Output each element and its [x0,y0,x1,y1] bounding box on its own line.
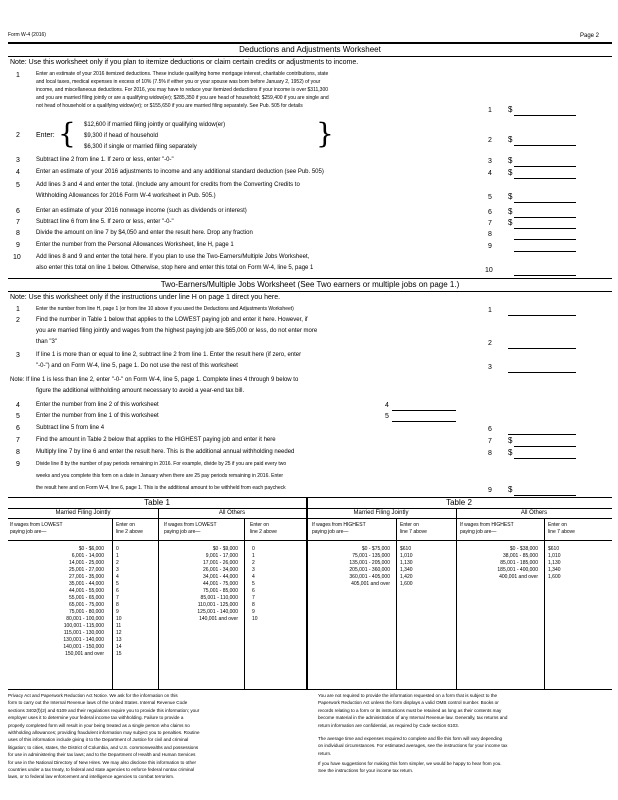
dollar-icon: $ [508,448,513,457]
daw-line-10-num: 10 [13,254,21,261]
t1-mfj-enter-head: Enter on line 2 above [116,522,143,535]
top-rule [8,42,612,44]
privacy-right-2: The average time and expenses required to complete and file this form will vary depending on individual circumstances. For estimated averages, see the instructions for your income tax return. [318,736,508,756]
t1-oth-wages [164,546,238,623]
tew-line-4-box-num: 4 [385,402,389,409]
t2-mid [456,508,457,689]
daw-answer-4[interactable] [514,178,576,179]
daw-ans-9-num: 9 [488,243,492,250]
table-cell: 6 [252,588,255,594]
page-number: Page 2 [580,33,600,39]
tew-ans-6-num: 6 [488,426,492,433]
table-cell: 5 [252,581,255,587]
table-cell: 14,001 - 25,000 [68,560,104,566]
daw-answer-9[interactable] [514,251,576,252]
table-cell: 1 [252,553,255,559]
table-cell: 0 [116,546,119,552]
table-cell: 17,001 - 26,000 [202,560,238,566]
tew-line-4: Enter the number from line 2 of this worksheet [36,402,159,408]
tew-line-7-num: 7 [16,437,20,444]
table-cell: 135,001 - 205,000 [349,560,390,566]
table-cell: 15 [116,651,122,657]
tew-line-9-num: 9 [16,461,20,468]
t2-oth-enter-head: Enter on line 7 above [548,522,575,535]
form-id: Form W-4 (2016) [8,32,46,38]
table-cell: 1,130 [548,560,561,566]
dollar-icon: $ [508,105,513,114]
brace-open-icon: { [58,117,76,150]
tew-answer-8[interactable] [514,458,576,459]
daw-ans-4-num: 4 [488,170,492,177]
tables-title-rule [8,508,612,509]
daw-answer-8[interactable] [514,239,576,240]
table-cell: 1,010 [548,553,561,559]
table-cell: 115,001 - 130,000 [63,630,104,636]
t1-mfj-wages [14,546,104,658]
daw-line-1-a: Enter an estimate of your 2016 itemized deductions. These include qualifying home mortgage interest, charitable contributions, state [36,71,329,77]
daw-ans-6-num: 6 [488,209,492,216]
daw-line-6-num: 6 [16,208,20,215]
daw-line-1-num: 1 [16,72,20,79]
table-cell: 3 [252,567,255,573]
table-cell: 1,420 [400,574,413,580]
table-cell: 75,001 - 80,000 [68,609,104,615]
daw-line-6: Enter an estimate of your 2016 nonwage income (such as dividends or interest) [36,208,247,214]
tables-head-bottom-rule [8,540,612,541]
tew-title: Two-Earners/Multiple Jobs Worksheet (See Two earners or multiple jobs on page 1.) [160,280,460,289]
tew-line-2-c: than "3" [36,339,57,345]
daw-line-8-num: 8 [16,230,20,237]
table-cell: 1,340 [400,567,413,573]
daw-answer-1[interactable] [514,115,576,116]
table-cell: $0 - $75,000 [361,546,390,552]
tew-answer-6[interactable] [508,434,576,435]
t2-mfj-wages-head: If wages from HIGHEST paying job are— [312,522,366,535]
daw-line-2-mfj: $12,600 if married filing jointly or qualifying widow(er) [84,122,226,128]
tables-top-rule [8,497,612,498]
daw-line-2-single: $6,300 if single or married filing separately [84,144,197,150]
table-cell: 110,001 - 125,000 [197,602,238,608]
t2-mfj-col-rule [396,518,397,689]
t1-oth-col-rule [244,518,245,689]
dollar-icon: $ [508,436,513,445]
dollar-icon: $ [508,207,513,216]
dollar-icon: $ [508,485,513,494]
daw-line-5-num: 5 [16,182,20,189]
daw-line-3-num: 3 [16,157,20,164]
table-cell: 185,001 - 400,000 [497,567,538,573]
table-cell: 26,001 - 34,000 [202,567,238,573]
table-cell: 400,001 and over [499,574,538,580]
tew-line-5-box-num: 5 [385,413,389,420]
brace-close-icon: } [316,117,334,150]
daw-line-4: Enter an estimate of your 2016 adjustments to income and any additional standard deduction (see Pub. 505) [36,169,324,175]
tew-line-6-num: 6 [16,425,20,432]
daw-note: Note: Use this worksheet only if you plan to itemize deductions or claim certain credits or adjustments to income. [10,59,359,66]
tew-line-3-a: If line 1 is more than or equal to line 2, subtract line 2 from line 1. Enter the result here (if zero, enter [36,352,302,358]
table-cell: 1,130 [400,560,413,566]
daw-ans-5-num: 5 [488,194,492,201]
daw-line-1-b: and local taxes, medical expenses in excess of 10% (7.5% if either you or your spouse was born before January 2, 1952) of your [36,79,321,85]
tew-line-3-b: "-0-") and on Form W-4, line 5, page 1. Do not use the rest of this worksheet [36,363,238,369]
table-cell: 44,001 - 55,000 [68,588,104,594]
table-cell: 4 [252,574,255,580]
table-cell: 80,001 - 100,000 [66,616,104,622]
t1-mfj-wages-head: If wages from LOWEST paying job are— [10,522,63,535]
daw-answer-10[interactable] [514,275,576,276]
daw-line-9: Enter the number from the Personal Allowances Worksheet, line H, page 1 [36,242,234,248]
dollar-icon: $ [508,192,513,201]
table-cell: 10 [252,616,258,622]
t1-mfj-enter [116,546,122,658]
tew-line-9-b: weeks and you complete this form on a date in January when there are 25 pay periods remaining in 2016. Enter [36,473,284,479]
tew-ans-7-num: 7 [488,438,492,445]
daw-answer-6[interactable] [514,217,576,218]
table-cell: 25,001 - 27,000 [68,567,104,573]
table-cell: $610 [400,546,412,552]
daw-ans-7-num: 7 [488,220,492,227]
table-cell: 5 [116,581,119,587]
table-cell: 7 [252,595,255,601]
tables-divider [306,497,308,689]
table-cell: 11 [116,623,122,629]
privacy-right-1: You are not required to provide the information requested on a form that is subject to the Paperwork Reduction Act unless the form displays a valid OMB control number. Books or records relating to a form or its instructions must be retained as long as their contents may become material in the administration of any Internal Revenue law. Generally, tax returns and return information are confidential, as required by Code section 6103. [318,693,508,728]
tew-line-5-num: 5 [16,413,20,420]
daw-ans-3-num: 3 [488,158,492,165]
table-cell: 44,001 - 75,000 [202,581,238,587]
tew-title-rule [8,291,612,292]
dollar-icon: $ [508,156,513,165]
daw-line-9-num: 9 [16,242,20,249]
table-cell: 85,001 - 110,000 [200,595,238,601]
table-cell: $0 - $9,000 [212,546,238,552]
dollar-icon: $ [508,135,513,144]
tables-bottom-rule [8,689,612,690]
dollar-icon: $ [508,168,513,177]
table-cell: 14 [116,644,122,650]
tew-line-4-num: 4 [16,402,20,409]
tew-note: Note: Use this worksheet only if the instructions under line H on page 1 direct you here. [10,294,281,301]
daw-line-7-num: 7 [16,219,20,226]
dollar-icon: $ [508,218,513,227]
daw-ans-2-num: 2 [488,137,492,144]
table-cell: 360,001 - 405,000 [349,574,390,580]
daw-line-5-b: Withholding Allowances for 2016 Form W-4 worksheet in Pub. 505.) [36,193,216,199]
daw-ans-1-num: 1 [488,107,492,114]
table-cell: 10 [116,616,122,622]
tew-line-1: Enter the number from line H, page 1 (or from line 10 above if you used the Deductions and Adjustments Worksheet) [36,306,294,312]
tew-ans-9-num: 9 [488,487,492,494]
tew-answer-3[interactable] [508,372,576,373]
tew-ans-1-num: 1 [488,307,492,314]
table-cell: 38,001 - 85,000 [502,553,538,559]
tew-line-2-a: Find the number in Table 1 below that applies to the LOWEST paying job and enter it here. However, if [36,317,308,323]
daw-answer-3[interactable] [514,166,576,167]
table-cell: 75,001 - 85,000 [202,588,238,594]
table-cell: 0 [252,546,255,552]
table-cell: 7 [116,595,119,601]
privacy-right-3: If you have suggestions for making this form simpler, we would be happy to hear from you. See the instructions for your income tax return. [318,761,502,774]
table-cell: 2 [252,560,255,566]
tew-line-7: Find the amount in Table 2 below that applies to the HIGHEST paying job and enter it here [36,437,276,443]
daw-line-5-a: Add lines 3 and 4 and enter the total. (Include any amount for credits from the Converting Credits to [36,182,300,188]
table-cell: 9 [116,609,119,615]
tew-note-2-b: figure the additional withholding amount necessary to avoid a year-end tax bill. [36,388,245,394]
daw-answer-2[interactable] [514,145,576,146]
table-cell: 35,001 - 44,000 [68,581,104,587]
table-2-title: Table 2 [446,498,472,507]
t2-mfj-wages [310,546,390,588]
daw-answer-5[interactable] [514,202,576,203]
tew-line-6: Subtract line 5 from line 4 [36,425,105,431]
daw-line-7: Subtract line 6 from line 5. If zero or less, enter "-0-" [36,219,174,225]
t2-mfj-enter [400,546,413,588]
daw-line-1-e: not head of household or a qualifying widow(er); or $155,650 if you are married filing separately. See Pub. 505 for details [36,103,303,109]
table-cell: 9 [252,609,255,615]
tew-line-9-a: Divide line 8 by the number of pay periods remaining in 2016. For example, divide by 25 if you are paid every two [36,461,287,467]
t2-mfj-enter-head: Enter on line 7 above [400,522,427,535]
t2-oth-col-rule [544,518,545,689]
daw-line-2-num: 2 [16,132,20,139]
table-cell: 2 [116,560,119,566]
daw-line-8: Divide the amount on line 7 by $4,050 and enter the result here. Drop any fraction [36,230,253,236]
table-cell: 140,001 - 150,000 [63,644,104,650]
table-cell: 4 [116,574,119,580]
daw-line-10-b: also enter this total on line 1 below. Otherwise, stop here and enter this total on Form W-4, line 5, page 1 [36,265,314,271]
tew-ans-8-num: 8 [488,450,492,457]
tew-answer-2[interactable] [508,348,576,349]
tew-top-rule [8,278,612,279]
tew-ans-2-num: 2 [488,340,492,347]
t2-oth-wages [460,546,538,581]
t1-mfj-col-rule [112,518,113,689]
table-cell: 65,001 - 75,000 [68,602,104,608]
table-cell: 8 [252,602,255,608]
table-cell: 13 [116,637,122,643]
t2-oth-enter [548,546,561,581]
table-1-all-head: All Others [218,510,246,516]
table-cell: 125,001 - 140,000 [197,609,238,615]
tew-answer-4[interactable] [392,410,456,411]
daw-ans-10-num: 10 [485,267,493,274]
daw-line-1-c: income, and miscellaneous deductions. For 2016, you may have to reduce your itemized deductions if your income is over $311,300 [36,87,329,93]
table-cell: 205,001 - 360,000 [349,567,390,573]
daw-title-rule [8,56,612,57]
table-cell: 8 [116,602,119,608]
table-cell: 6,001 - 14,000 [71,553,104,559]
tew-answer-1[interactable] [508,315,576,316]
t1-oth-enter-head: Enter on line 2 above [250,522,277,535]
table-cell: 140,001 and over [199,616,238,622]
table-cell: 1,340 [548,567,561,573]
tew-line-2-num: 2 [16,317,20,324]
table-2-mfj-head: Married Filing Jointly [353,510,409,516]
table-cell: 6 [116,588,119,594]
tew-line-2-b: you are married filing jointly and wages from the highest paying job are $65,000 or less, do not enter more [36,328,318,334]
table-cell: 3 [116,567,119,573]
table-cell: 1,600 [548,574,561,580]
table-2-all-head: All Others [520,510,548,516]
tew-answer-5[interactable] [392,421,456,422]
tew-line-8-num: 8 [16,449,20,456]
tew-line-1-num: 1 [16,306,20,313]
table-cell: 85,001 - 185,000 [500,560,538,566]
tew-note-2-a: Note: If line 1 is less than line 2, enter "-0-" on Form W-4, line 5, page 1. Complete lines 4 through 9 below to [10,377,299,383]
table-1-title: Table 1 [144,498,170,507]
table-cell: 9,001 - 17,000 [205,553,238,559]
daw-title: Deductions and Adjustments Worksheet [239,45,381,54]
table-cell: 12 [116,630,122,636]
tables-subhead-rule [8,518,612,519]
daw-line-3: Subtract line 2 from line 1. If zero or less, enter "-0-" [36,157,174,163]
privacy-left: Privacy Act and Paperwork Reduction Act Notice. We ask for the information on this form to carry out the Internal Revenue laws of the United States. Internal Revenue Code sections 3402(f)(2) and 6109 and their regulations require you to provide this information; your employer uses it to determine your federal income tax withholding. Failure to provide a properly completed form will result in your being treated as a single person who claims no withholding allowances; providing fraudulent information may subject you to penalties. Routine uses of this information include giving it to the Department of Justice for civil and criminal litigation; to cities, states, the District of Columbia, and U.S. commonwealths and possessions for use in administering their tax laws; and to the Department of Health and Human Services for use in the National Directory of New Hires. We may also disclose this information to other countries under a tax treaty, to federal and state agencies to enforce federal nontax criminal laws, or to federal law enforcement and intelligence agencies to combat terrorism. [8,693,200,780]
daw-line-4-num: 4 [16,169,20,176]
table-cell: 75,001 - 135,000 [352,553,390,559]
t1-oth-wages-head: If wages from LOWEST paying job are— [164,522,217,535]
daw-line-2-hoh: $9,300 if head of household [84,133,159,139]
t1-mid [158,508,159,689]
daw-ans-8-num: 8 [488,231,492,238]
t1-oth-enter [252,546,258,623]
table-cell: $0 - $6,000 [78,546,104,552]
tew-line-3-num: 3 [16,352,20,359]
table-cell: 1,010 [400,553,413,559]
tew-line-9-c: the result here and on Form W-4, line 6, page 1. This is the additional amount to be withheld from each paycheck [36,485,286,491]
table-cell: 150,001 and over [65,651,104,657]
tew-ans-3-num: 3 [488,364,492,371]
t2-oth-wages-head: If wages from HIGHEST paying job are— [460,522,514,535]
daw-line-10-a: Add lines 8 and 9 and enter the total here. If you plan to use the Two-Earners/Multiple Jobs Worksheet, [36,254,310,260]
daw-line-1-d: and you are married filing jointly or are a qualifying widow(er); $285,350 if you are head of household; $259,400 if you are single and [36,95,329,101]
table-cell: 1,600 [400,581,413,587]
table-cell: $0 - $38,000 [509,546,538,552]
tew-answer-7[interactable] [514,446,576,447]
tew-line-8: Multiply line 7 by line 6 and enter the result here. This is the additional annual withholding needed [36,449,295,455]
table-cell: 130,001 - 140,000 [63,637,104,643]
tew-answer-9[interactable] [514,495,576,496]
table-cell: 55,001 - 65,000 [68,595,104,601]
table-cell: 405,001 and over [351,581,390,587]
table-cell: $610 [548,546,560,552]
table-cell: 34,001 - 44,000 [202,574,238,580]
table-cell: 100,001 - 115,000 [63,623,104,629]
daw-answer-7[interactable] [514,228,576,229]
daw-line-2-label: Enter: [36,132,55,139]
table-cell: 27,001 - 35,000 [68,574,104,580]
table-1-mfj-head: Married Filing Jointly [55,510,111,516]
tew-line-5: Enter the number from line 1 of this worksheet [36,413,159,419]
table-cell: 1 [116,553,119,559]
